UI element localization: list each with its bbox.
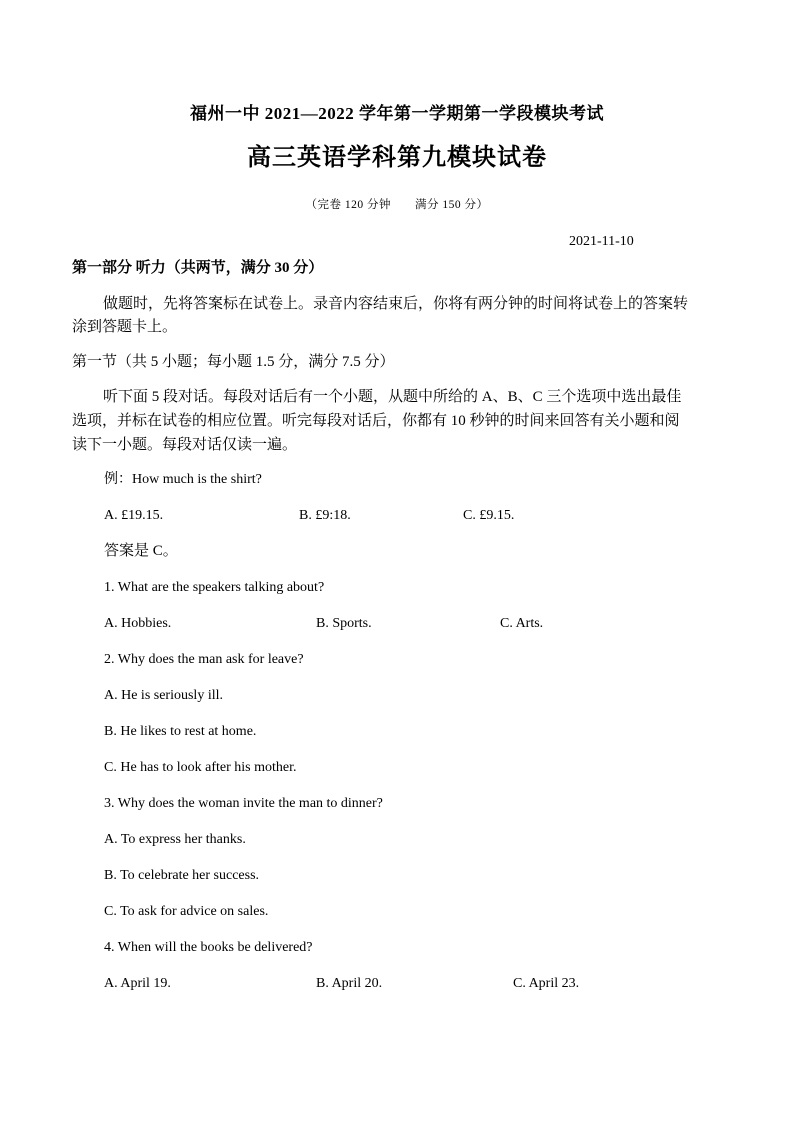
section1-instruction-1: 听下面 5 段对话。每段对话后有一个小题，从题中所给的 A、B、C 三个选项中选出最佳	[103, 389, 682, 405]
example-option-c: C. £9.15.	[463, 508, 515, 523]
question-4-stem: 4. When will the books be delivered?	[104, 940, 313, 955]
question-2-stem: 2. Why does the man ask for leave?	[104, 652, 304, 667]
question-3-option-c: C. To ask for advice on sales.	[104, 904, 269, 919]
question-2-option-c: C. He has to look after his mother.	[104, 760, 297, 775]
question-2-option-b: B. He likes to rest at home.	[104, 724, 257, 739]
question-4-option-a: A. April 19.	[104, 976, 171, 991]
question-1-stem: 1. What are the speakers talking about?	[104, 580, 325, 595]
question-1-option-a: A. Hobbies.	[104, 616, 172, 631]
section1-instruction-2: 选项，并标在试卷的相应位置。听完每段对话后，你都有 10 秒钟的时间来回答有关小题和阅	[72, 413, 680, 429]
question-4-option-c: C. April 23.	[513, 976, 580, 991]
question-1-option-c: C. Arts.	[500, 616, 544, 631]
question-3-option-a: A. To express her thanks.	[104, 832, 246, 847]
exam-title: 高三英语学科第九模块试卷	[247, 145, 547, 171]
question-1-option-b: B. Sports.	[316, 616, 372, 631]
example-option-a: A. £19.15.	[104, 508, 164, 523]
question-3-option-b: B. To celebrate her success.	[104, 868, 260, 883]
example-question: 例：How much is the shirt?	[104, 472, 262, 487]
instruction-line-2: 涂到答题卡上。	[72, 319, 178, 335]
school-exam-line: 福州一中 2021—2022 学年第一学期第一学段模块考试	[190, 104, 604, 123]
question-4-option-b: B. April 20.	[316, 976, 383, 991]
time-score-note: （完卷 120 分钟 满分 150 分）	[305, 199, 489, 211]
exam-date: 2021-11-10	[569, 234, 634, 249]
part1-heading: 第一部分 听力（共两节，满分 30 分）	[72, 260, 324, 276]
example-option-b: B. £9:18.	[299, 508, 351, 523]
question-3-stem: 3. Why does the woman invite the man to dinner?	[104, 796, 383, 811]
section1-heading: 第一节（共 5 小题；每小题 1.5 分，满分 7.5 分）	[72, 354, 395, 370]
instruction-line-1: 做题时，先将答案标在试卷上。录音内容结束后，你将有两分钟的时间将试卷上的答案转	[103, 296, 689, 312]
example-answer: 答案是 C。	[104, 543, 178, 559]
question-2-option-a: A. He is seriously ill.	[104, 688, 223, 703]
section1-instruction-3: 读下一小题。每段对话仅读一遍。	[72, 437, 298, 453]
